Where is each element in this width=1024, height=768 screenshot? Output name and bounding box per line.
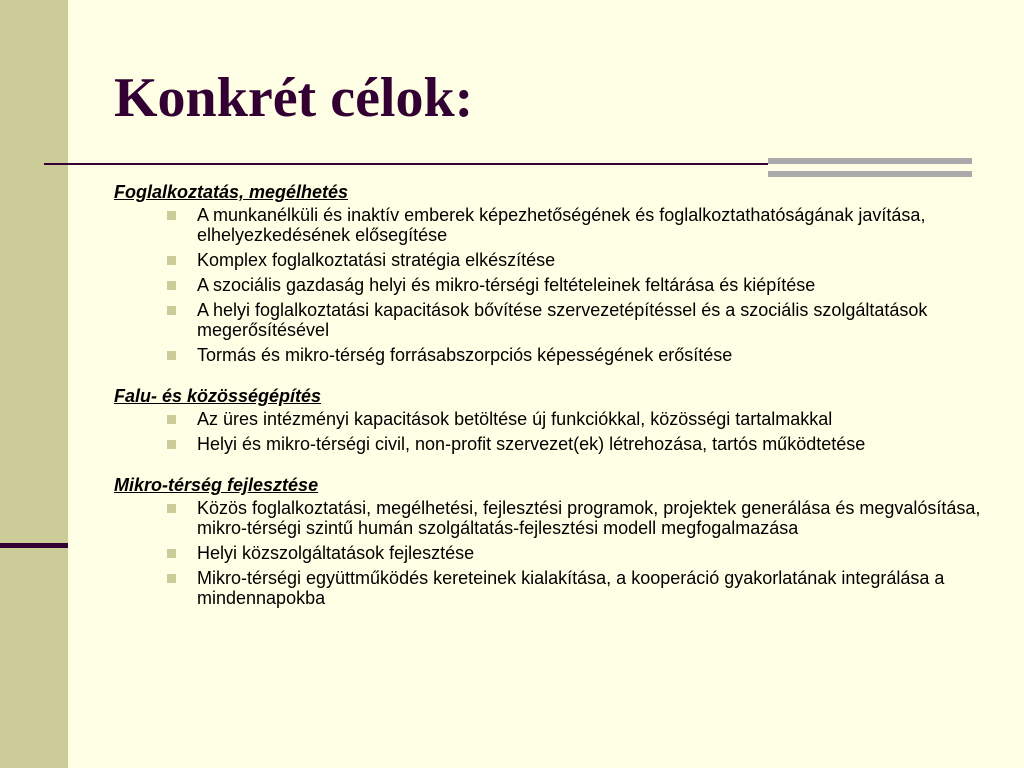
left-bar-accent-line <box>0 543 68 548</box>
title-rule-accent-top <box>768 158 972 164</box>
list-item <box>197 568 994 608</box>
list-item <box>197 498 994 538</box>
slide-content <box>114 181 994 613</box>
list-item-text: A szociális gazdaság helyi és mikro-térségi feltételeinek feltárása és kiépítése <box>197 275 816 295</box>
list-item <box>197 409 994 429</box>
square-bullet-icon <box>167 415 176 424</box>
list-item-text: Helyi közszolgáltatások fejlesztése <box>197 543 475 563</box>
section-community <box>114 385 994 454</box>
square-bullet-icon <box>167 256 176 265</box>
bullet-list <box>114 409 994 454</box>
list-item-text: Mikro-térségi együttműködés kereteinek kialakítása, a kooperáció gyakorlatának integrálása a mindennapokba <box>197 568 945 608</box>
list-item-text: Közös foglalkoztatási, megélhetési, fejlesztési programok, projektek generálása és megvalósítása, mikro-térségi szintű humán szolgáltatás-fejlesztési modell megfogalmazása <box>197 498 981 538</box>
section-micro-region <box>114 474 994 608</box>
list-item-text: Tormás és mikro-térség forrásabszorpciós képességének erősítése <box>197 345 733 365</box>
section-heading: Mikro-térség fejlesztése <box>114 475 319 495</box>
list-item <box>197 434 994 454</box>
list-item <box>197 205 994 245</box>
square-bullet-icon <box>167 211 176 220</box>
list-item <box>197 345 994 365</box>
slide-title: Konkrét célok: <box>114 67 474 129</box>
list-item <box>197 275 994 295</box>
list-item-text: Helyi és mikro-térségi civil, non-profit szervezet(ek) létrehozása, tartós működtetése <box>197 434 866 454</box>
list-item <box>197 300 994 340</box>
list-item-text: Komplex foglalkoztatási stratégia elkészítése <box>197 250 556 270</box>
square-bullet-icon <box>167 306 176 315</box>
square-bullet-icon <box>167 440 176 449</box>
bullet-list <box>114 205 994 365</box>
section-heading: Falu- és közösségépítés <box>114 386 322 406</box>
square-bullet-icon <box>167 504 176 513</box>
square-bullet-icon <box>167 574 176 583</box>
square-bullet-icon <box>167 351 176 360</box>
list-item-text: Az üres intézményi kapacitások betöltése új funkciókkal, közösségi tartalmakkal <box>197 409 833 429</box>
list-item-text: A helyi foglalkoztatási kapacitások bővítése szervezetépítéssel és a szociális szolgáltatások megerősítésével <box>197 300 928 340</box>
section-employment <box>114 181 994 365</box>
title-underline <box>44 163 768 165</box>
title-rule-accent-bottom <box>768 171 972 177</box>
square-bullet-icon <box>167 281 176 290</box>
list-item-text: A munkanélküli és inaktív emberek képezhetőségének és foglalkoztathatóságának javítása, elhelyezkedésének elősegítése <box>197 205 926 245</box>
list-item <box>197 543 994 563</box>
square-bullet-icon <box>167 549 176 558</box>
left-decorative-bar <box>0 0 68 768</box>
list-item <box>197 250 994 270</box>
section-heading: Foglalkoztatás, megélhetés <box>114 182 349 202</box>
bullet-list <box>114 498 994 608</box>
